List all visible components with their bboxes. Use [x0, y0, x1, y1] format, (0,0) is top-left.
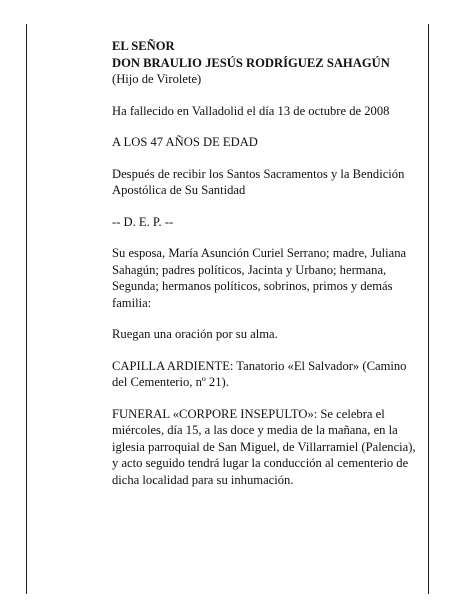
chapel-info: CAPILLA ARDIENTE: Tanatorio «El Salvador» (Camino del Cementerio, nº 21).: [112, 358, 407, 389]
obituary-notice: [112, 38, 422, 503]
left-border-rule: [26, 24, 27, 594]
prayer-request: Ruegan una oración por su alma.: [112, 327, 278, 341]
rip-line: -- D. E. P. --: [112, 214, 174, 229]
sacraments-statement: Después de recibir los Santos Sacramentos y la Bendición Apostólica de Su Santidad: [112, 166, 405, 197]
nickname: (Hijo de Virolete): [112, 72, 202, 86]
family-statement: Su esposa, María Asunción Curiel Serrano; madre, Juliana Sahagún; padres políticos, Jacinta y Urbano; hermana, Segunda; hermanos políticos, sobrinos, primos y demás familia:: [112, 246, 407, 310]
death-statement: Ha fallecido en Valladolid el día 13 de octubre de 2008: [112, 103, 390, 118]
age-statement: A LOS 47 AÑOS DE EDAD: [112, 135, 258, 149]
right-border-rule: [428, 24, 429, 594]
deceased-name: DON BRAULIO JESÚS RODRÍGUEZ SAHAGÚN: [112, 55, 390, 70]
funeral-info: FUNERAL «CORPORE INSEPULTO»: Se celebra el miércoles, día 15, a las doce y media de la mañana, en la iglesia parroquial de San Miguel, de Villarramiel (Palencia), y acto seguido tendrá lugar la conducción al cementerio de dicha localidad para su inhumación.: [112, 406, 416, 487]
honorific-title: EL SEÑOR: [112, 39, 175, 53]
deceased-header: [112, 38, 422, 88]
